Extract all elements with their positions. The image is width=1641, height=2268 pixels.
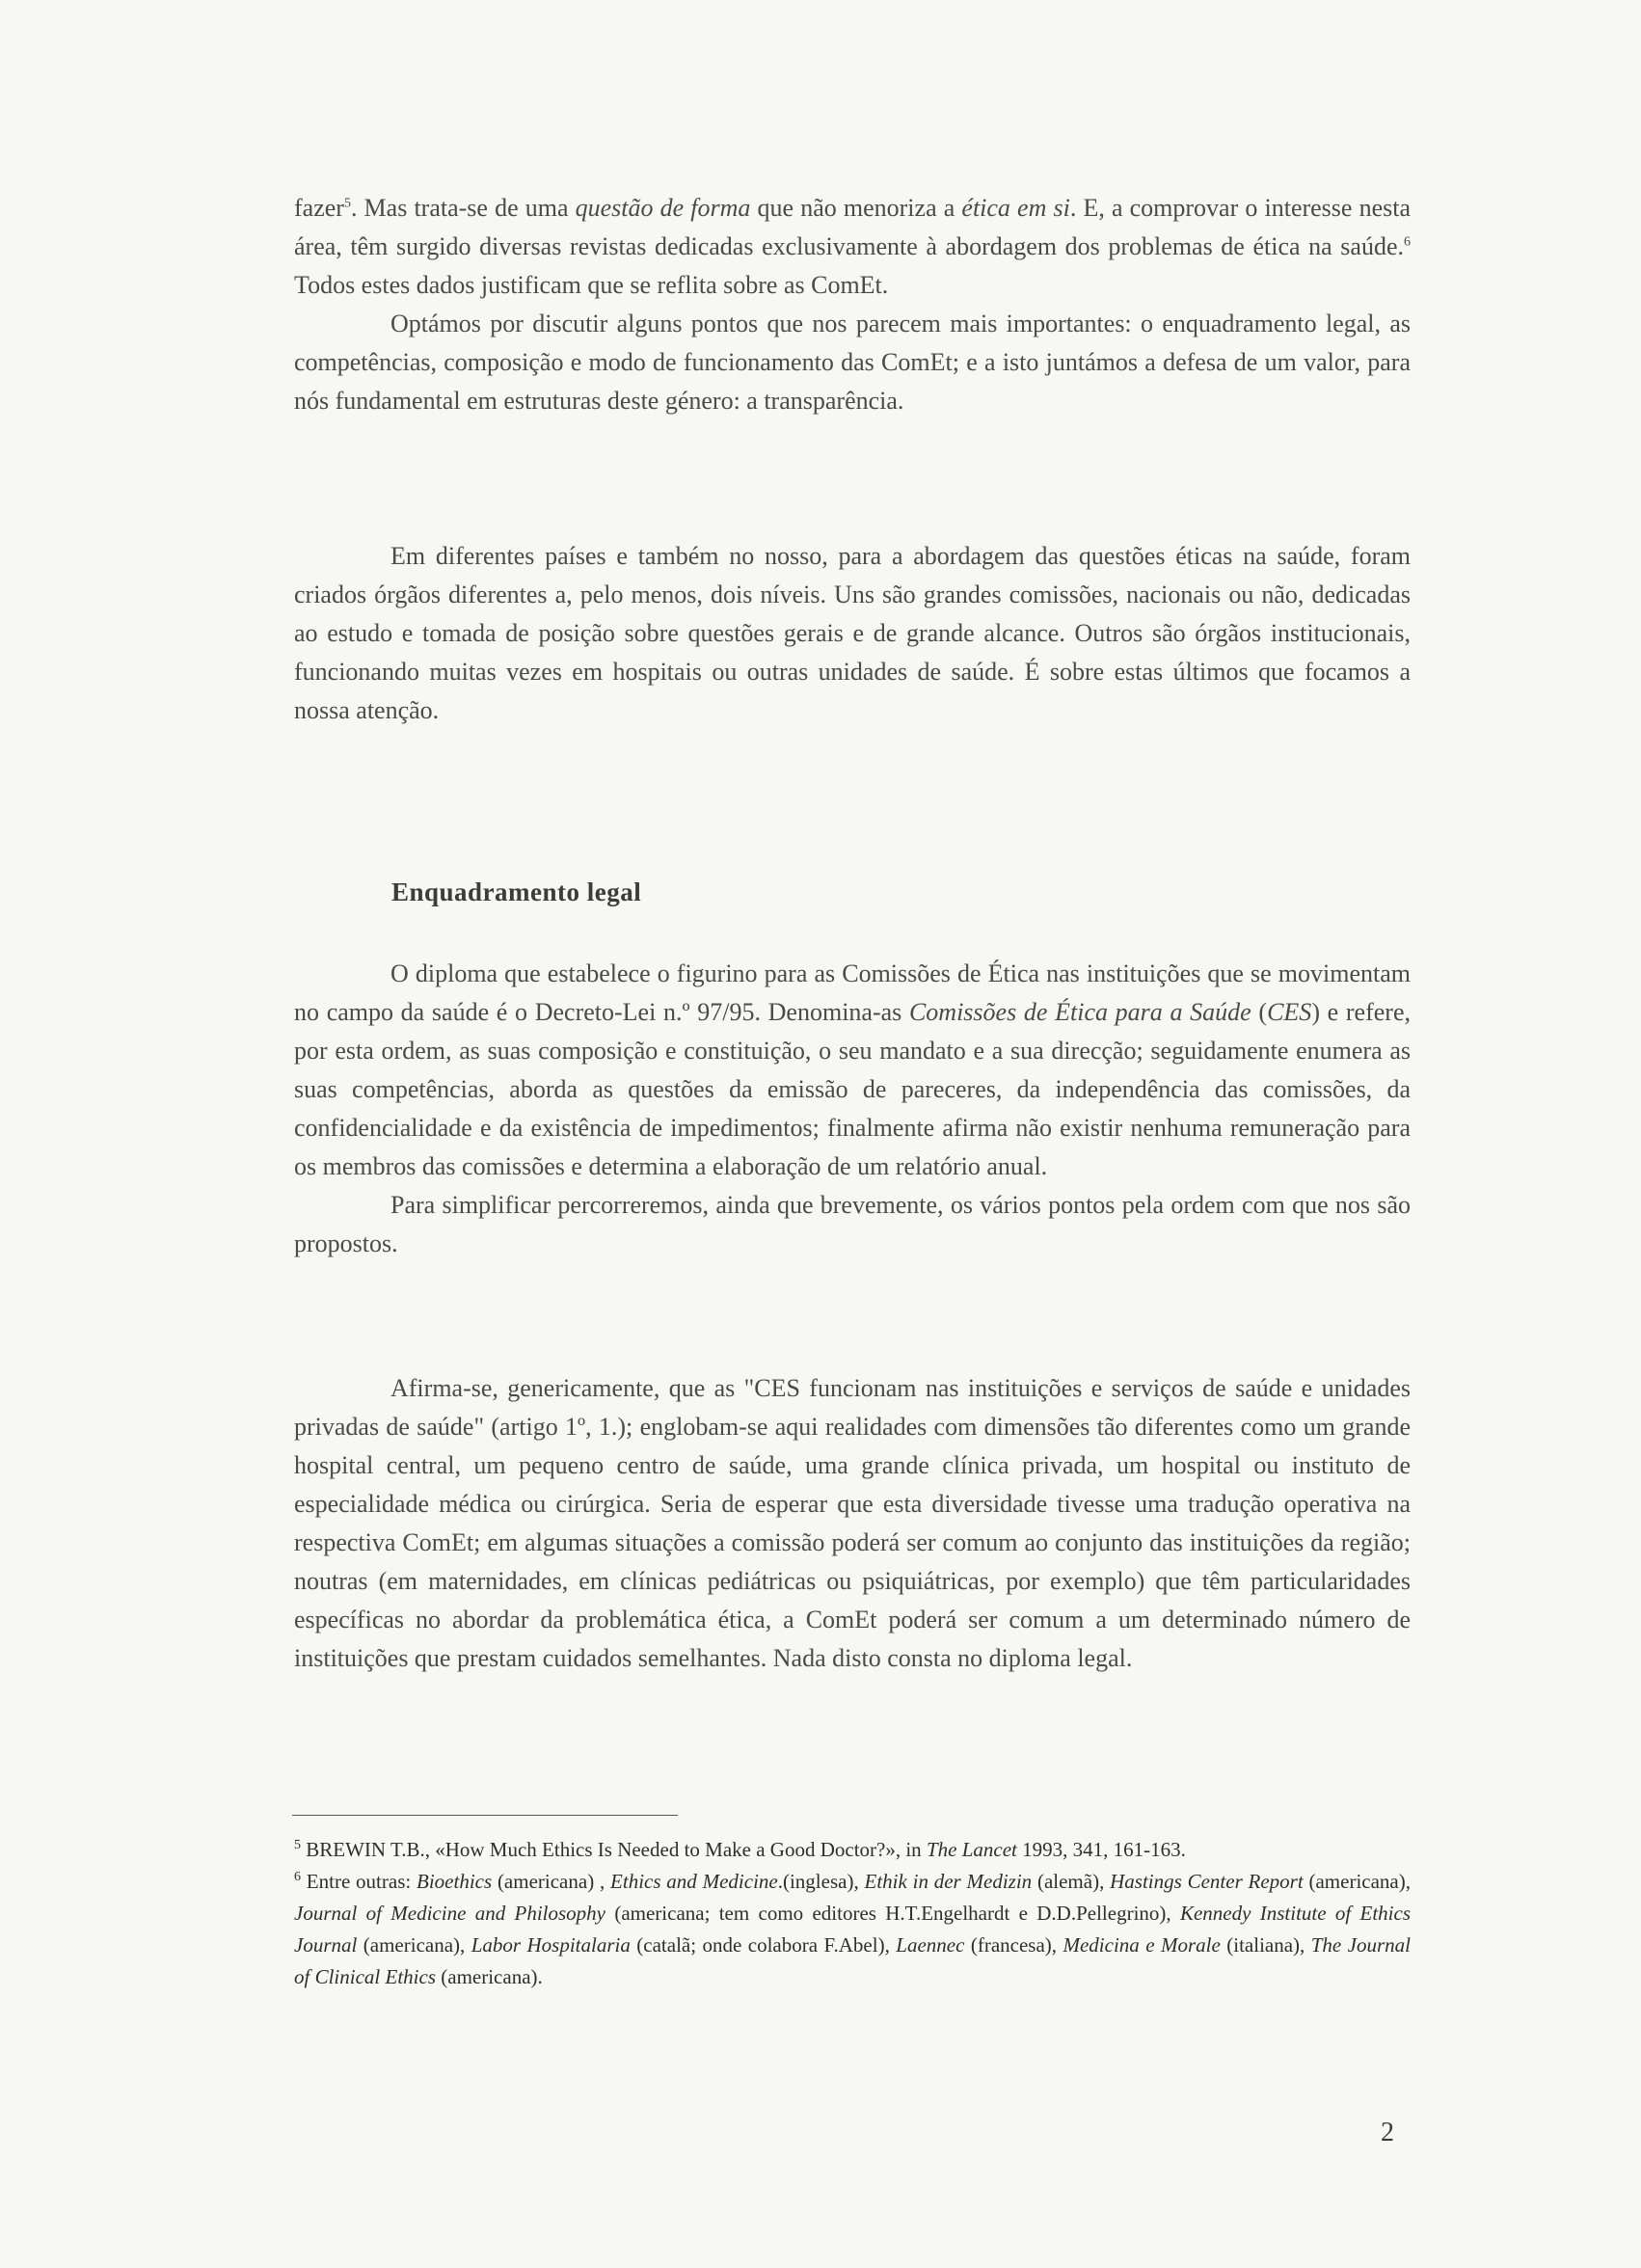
body-block-2 (294, 537, 1411, 730)
footnote-ref-6[interactable]: 6 (1404, 234, 1411, 250)
paragraph-2: Optámos por discutir alguns pontos que nos parecem mais importantes: o enquadramento legal, as competências, composição e modo de funcionamento das ComEt; e a isto juntámos a defesa de um valor, para nós fundamental em estruturas deste género: a transparência. (294, 310, 1411, 415)
footnote-divider (292, 1815, 678, 1816)
footnote-5: $^5$ BREWIN T.B., «How Much Ethics Is Needed to Make a Good Doctor?», in The Lancet 1993, 341, 161-163. (294, 1838, 1186, 1861)
page-number: 2 (1381, 2118, 1394, 2147)
section-heading: Enquadramento legal (391, 878, 642, 906)
body-block-4 (294, 1369, 1411, 1678)
footnote-ref-5[interactable]: 5 (343, 196, 351, 211)
paragraph-4: O diploma que estabelece o figurino para as Comissões de Ética nas instituições que se movimentam no campo da saúde é o Decreto-Lei n.º 97/95. Denomina-as Comissões de Ética para a Saúde (CES) e refere, por esta ordem, as suas composição e constituição, o seu mandato e a sua direcção; seguidamente enumera as suas competências, aborda as questões da emissão de pareceres, da independência das comissões, da confidencialidade e da existência de impedimentos; finalmente afirma não existir nenhuma remuneração para os membros das comissões e determina a elaboração de um relatório anual. (294, 959, 1411, 1180)
paragraph-5: Para simplificar percorreremos, ainda que brevemente, os vários pontos pela ordem com que nos são propostos. (294, 1191, 1411, 1257)
body-block-3 (294, 955, 1411, 1263)
paragraph-1: fazer$^5$. Mas trata-se de uma questão de forma que não menoriza a ética em si. E, a comprovar o interesse nesta área, têm surgido diversas revistas dedicadas exclusivamente à abordagem dos problemas de ética na saúde.$^6$ Todos estes dados justificam que se reflita sobre as ComEt. (294, 194, 1412, 299)
body-block-1 (294, 189, 1411, 420)
footnotes (294, 1834, 1411, 1993)
paragraph-3: Em diferentes países e também no nosso, para a abordagem das questões éticas na saúde, foram criados órgãos diferentes a, pelo menos, dois níveis. Uns são grandes comissões, nacionais ou não, dedicadas ao estudo e tomada de posição sobre questões gerais e de grande alcance. Outros são órgãos institucionais, funcionando muitas vezes em hospitais ou outras unidades de saúde. É sobre estas últimos que focamos a nossa atenção. (294, 542, 1411, 724)
paragraph-6: Afirma-se, genericamente, que as "CES funcionam nas instituições e serviços de saúde e unidades privadas de saúde" (artigo 1º, 1.); englobam-se aqui realidades com dimensões tão diferentes como um grande hospital central, um pequeno centro de saúde, uma grande clínica privada, um hospital ou instituto de especialidade médica ou cirúrgica. Seria de esperar que esta diversidade tivesse uma tradução operativa na respectiva ComEt; em algumas situações a comissão poderá ser comum ao conjunto das instituições da região; noutras (em maternidades, em clínicas pediátricas ou psiquiátricas, por exemplo) que têm particularidades específicas no abordar da problemática ética, a ComEt poderá ser comum a um determinado número de instituições que prestam cuidados semelhantes. Nada disto consta no diploma legal. (294, 1374, 1411, 1672)
footnote-6: $^6$ Entre outras: Bioethics (americana) , Ethics and Medicine.(inglesa), Ethik in der Medizin (alemã), Hastings Center Report (americana), Journal of Medicine and Philosophy (americana; tem como editores H.T.Engelhardt e D.D.Pellegrino), Kennedy Institute of Ethics Journal (americana), Labor Hospitalaria (catalã; onde colabora F.Abel), Laennec (francesa), Medicina e Morale (italiana), The Journal of Clinical Ethics (americana). (294, 1870, 1412, 1988)
